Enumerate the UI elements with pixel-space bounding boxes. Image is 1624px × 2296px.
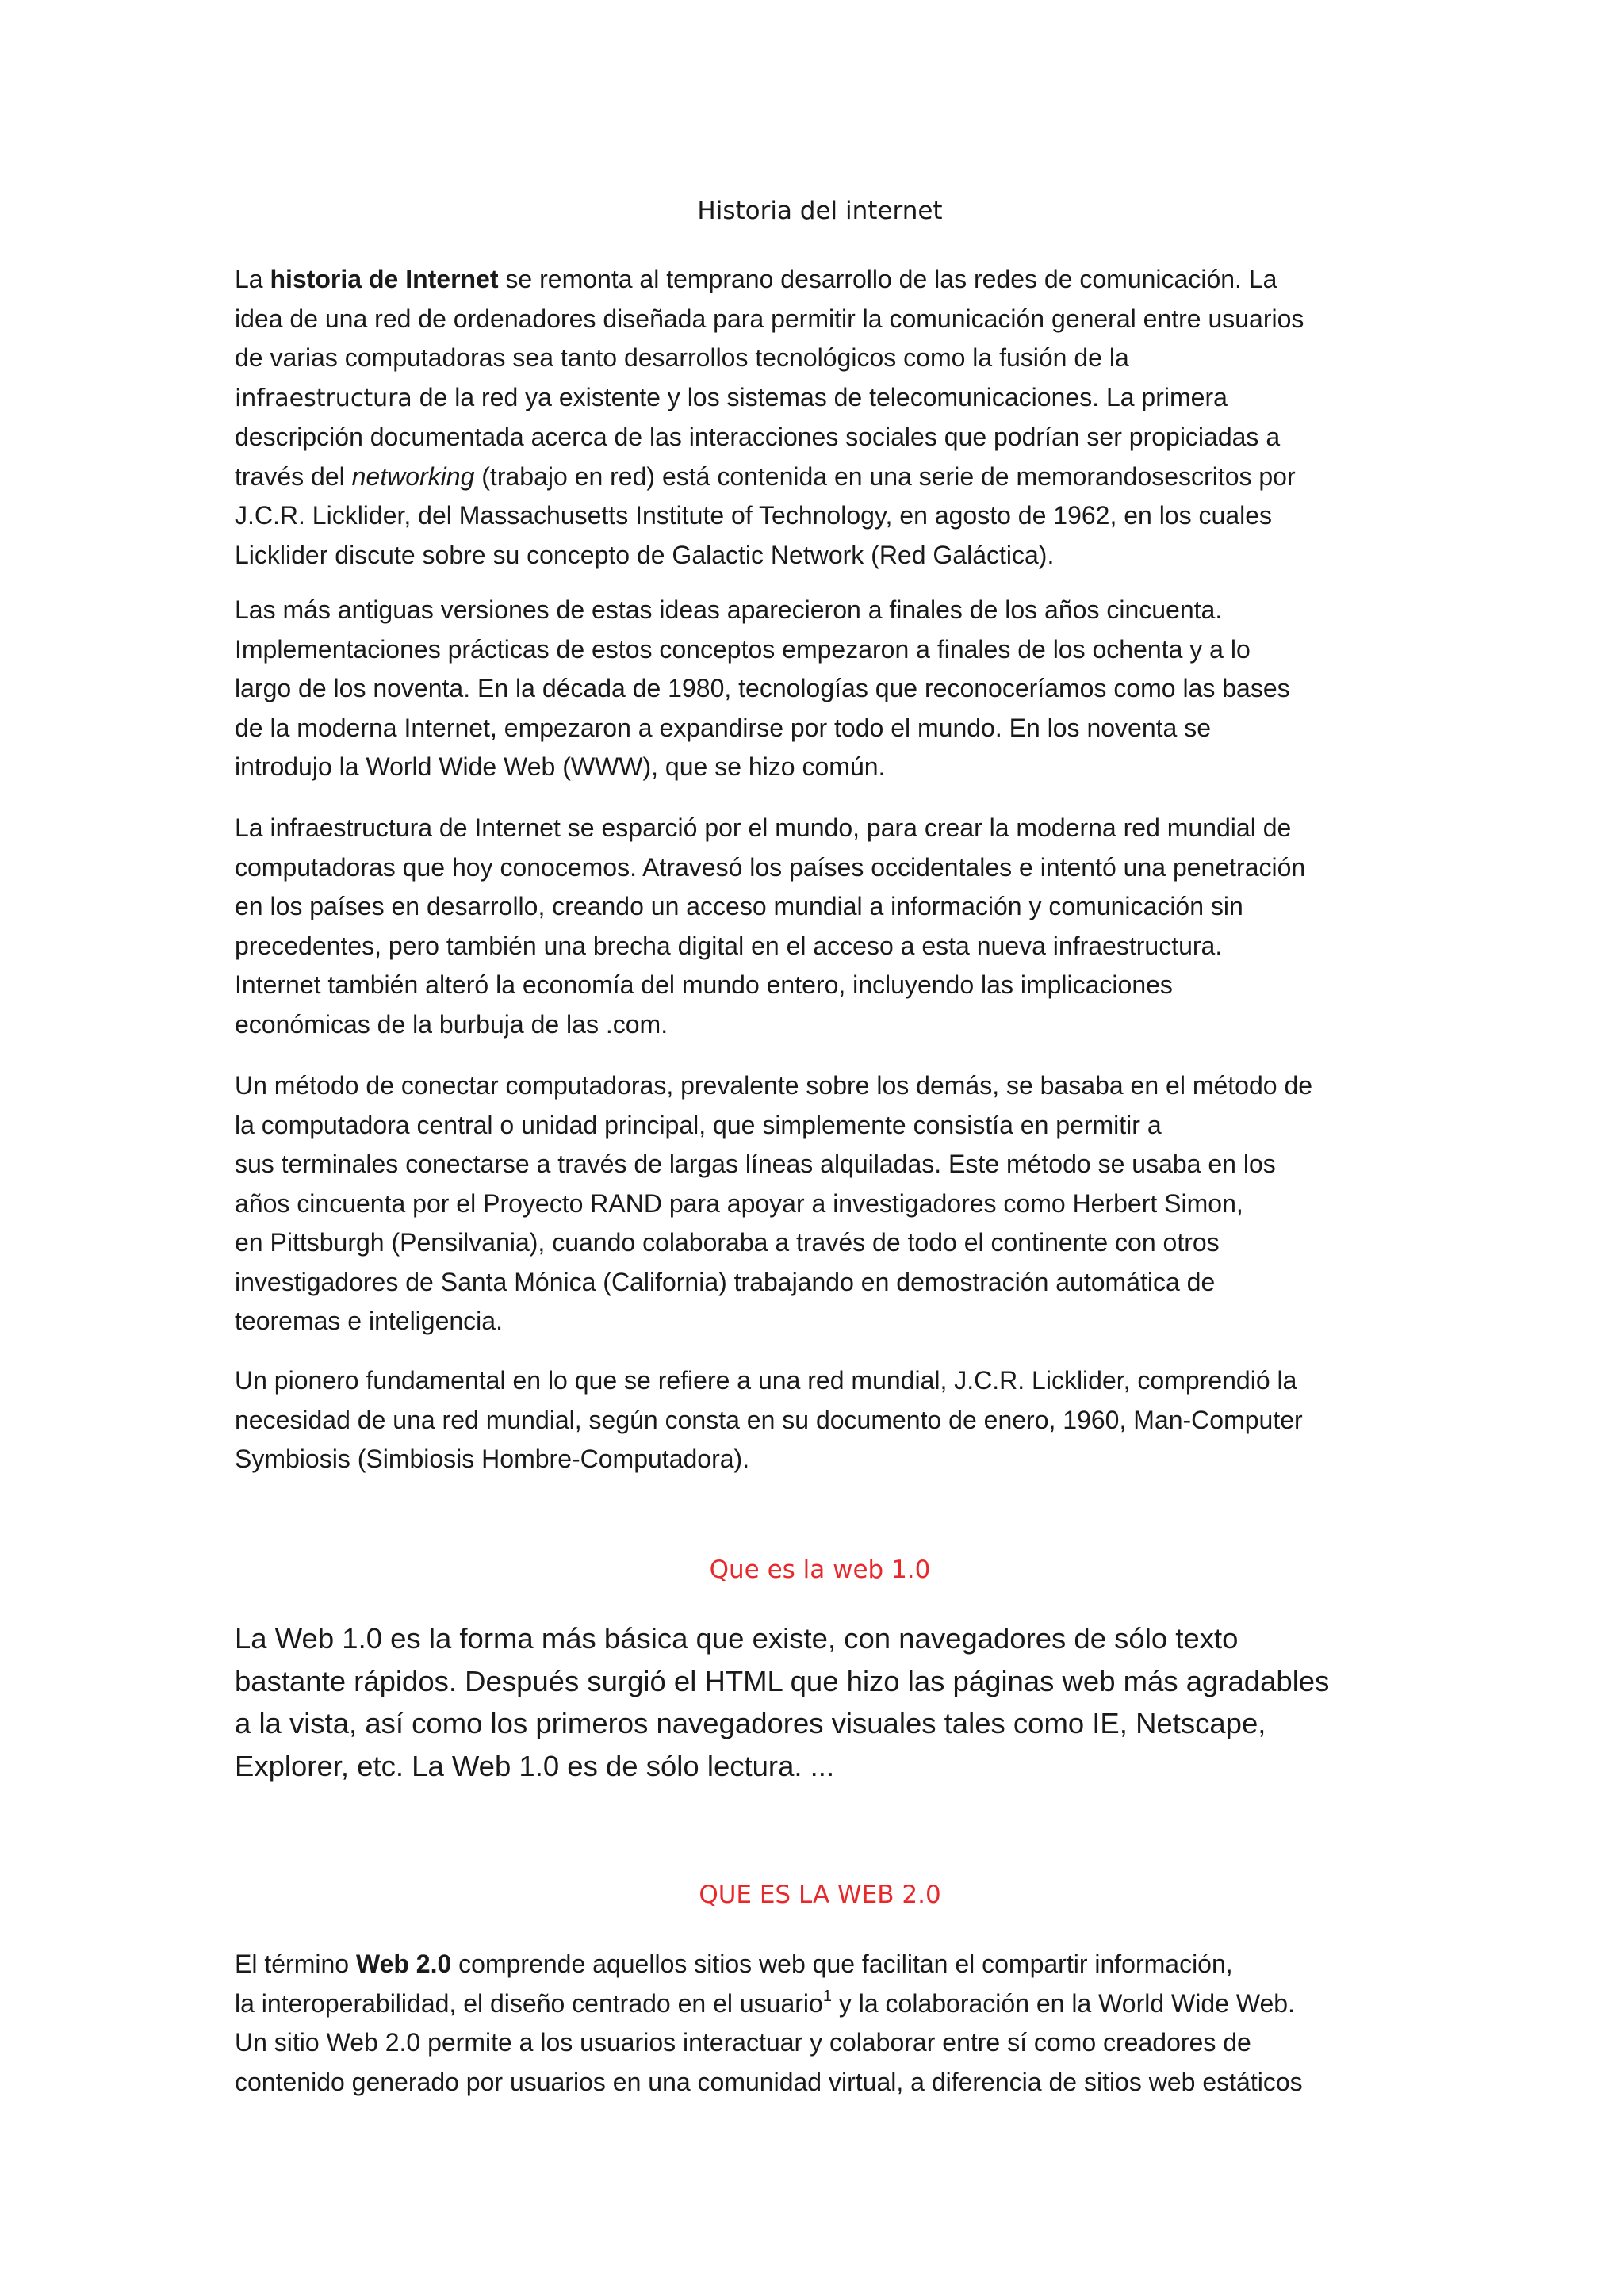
text-line [235, 457, 1304, 497]
text-line: la computadora central o unidad principal, que simplemente consistía en permitir a [235, 1110, 1162, 1139]
web2-paragraph [235, 1945, 1303, 2102]
bold-term: Web 2.0 [355, 1950, 452, 1978]
text-line: Implementaciones prácticas de estos conceptos empezaron a finales de los ochenta y a lo [235, 634, 1251, 664]
text-line: introdujo la World Wide Web (WWW), que se hizo común. [235, 752, 886, 781]
web2-heading: QUE ES LA WEB 2.0 [699, 1881, 941, 1909]
text-line: teoremas e inteligencia. [235, 1307, 503, 1335]
text-line: La Web 1.0 es la forma más básica que existe, con navegadores de sólo texto [235, 1622, 1239, 1655]
text-line: J.C.R. Licklider, del Massachusetts Institute of Technology, en agosto de 1962, en los cuales [235, 501, 1273, 530]
text-line: investigadores de Santa Mónica (California) trabajando en demostración automática de [235, 1267, 1216, 1296]
text-span: (trabajo en red) está contenida en una serie de memorandosescritos por [474, 461, 1296, 491]
history-paragraph-1 [235, 260, 1304, 575]
text-span: La [235, 265, 270, 293]
text-line: a la vista, así como los primeros navegadores visuales tales como IE, Netscape, [235, 1707, 1266, 1739]
text-line: en los países en desarrollo, creando un acceso mundial a información y comunicación sin [235, 892, 1243, 920]
text-line: sus terminales conectarse a través de largas líneas alquiladas. Este método se usaba en los [235, 1150, 1276, 1178]
text-span: través del [235, 461, 352, 491]
text-span: de la red ya existente y los sistemas de telecomunicaciones. La primera [412, 382, 1228, 411]
text-line: precedentes, pero también una brecha digital en el acceso a esta nueva infraestructura. [235, 931, 1223, 960]
text-line: Un sitio Web 2.0 permite a los usuarios interactuar y colaborar entre sí como creadores de [235, 2028, 1251, 2057]
text-span: se remonta al temprano desarrollo de las redes de comunicación. La [498, 265, 1277, 293]
web1-paragraph [235, 1617, 1329, 1787]
text-line: Explorer, etc. La Web 1.0 es de sólo lectura. ... [235, 1749, 835, 1782]
text-line: contenido generado por usuarios en una comunidad virtual, a diferencia de sitios web estáticos [235, 2067, 1303, 2096]
text-line: idea de una red de ordenadores diseñada para permitir la comunicación general entre usuarios [235, 304, 1304, 333]
text-line: de varias computadoras sea tanto desarrollos tecnológicos como la fusión de la [235, 343, 1129, 372]
text-line: Un pionero fundamental en lo que se refiere a una red mundial, J.C.R. Licklider, comprendió la [235, 1366, 1297, 1395]
text-span: infraestructura [235, 384, 412, 412]
text-span: El término [235, 1950, 356, 1978]
page-title: Historia del internet [697, 197, 943, 225]
text-line: económicas de la burbuja de las .com. [235, 1009, 668, 1039]
text-line: Un método de conectar computadoras, prevalente sobre los demás, se basaba en el método de [235, 1071, 1313, 1100]
history-paragraph-4 [235, 1066, 1312, 1341]
history-paragraph-3 [235, 809, 1305, 1044]
web1-heading: Que es la web 1.0 [709, 1556, 931, 1584]
history-paragraph-2 [235, 591, 1290, 787]
text-line: de la moderna Internet, empezaron a expandirse por todo el mundo. En los noventa se [235, 713, 1211, 742]
text-line [235, 1945, 1303, 1984]
text-line [235, 260, 1304, 300]
text-line: Symbiosis (Simbiosis Hombre-Computadora). [235, 1445, 750, 1473]
text-line: en Pittsburgh (Pensilvania), cuando colaboraba a través de todo el continente con otros [235, 1228, 1220, 1257]
text-line [235, 1984, 1303, 2024]
text-span: la interoperabilidad, el diseño centrado en el usuario [235, 1988, 823, 2018]
italic-term: networking [351, 461, 475, 491]
text-span: y la colaboración en la World Wide Web. [831, 1988, 1295, 2018]
text-line: computadoras que hoy conocemos. Atravesó los países occidentales e intentó una penetración [235, 852, 1306, 882]
history-paragraph-5 [235, 1361, 1303, 1479]
text-line: bastante rápidos. Después surgió el HTML que hizo las páginas web más agradables [235, 1664, 1330, 1697]
text-line: Internet también alteró la economía del mundo entero, incluyendo las implicaciones [235, 970, 1173, 999]
footnote-marker[interactable]: 1 [822, 1987, 832, 2005]
text-span: comprende aquellos sitios web que facilitan el compartir información, [451, 1950, 1233, 1978]
text-line: La infraestructura de Internet se esparció por el mundo, para crear la moderna red mundial de [235, 813, 1292, 842]
text-line [235, 378, 1304, 419]
text-line: Licklider discute sobre su concepto de Galactic Network (Red Galáctica). [235, 540, 1055, 569]
bold-term: historia de Internet [270, 265, 499, 293]
text-line: años cincuenta por el Proyecto RAND para apoyar a investigadores como Herbert Simon, [235, 1188, 1243, 1218]
text-line: Las más antiguas versiones de estas ideas aparecieron a finales de los años cincuenta. [235, 595, 1223, 624]
text-line: necesidad de una red mundial, según consta en su documento de enero, 1960, Man-Computer [235, 1405, 1303, 1434]
text-line: descripción documentada acerca de las interacciones sociales que podrían ser propiciadas a [235, 423, 1281, 451]
text-line: largo de los noventa. En la década de 1980, tecnologías que reconoceríamos como las bases [235, 674, 1290, 702]
